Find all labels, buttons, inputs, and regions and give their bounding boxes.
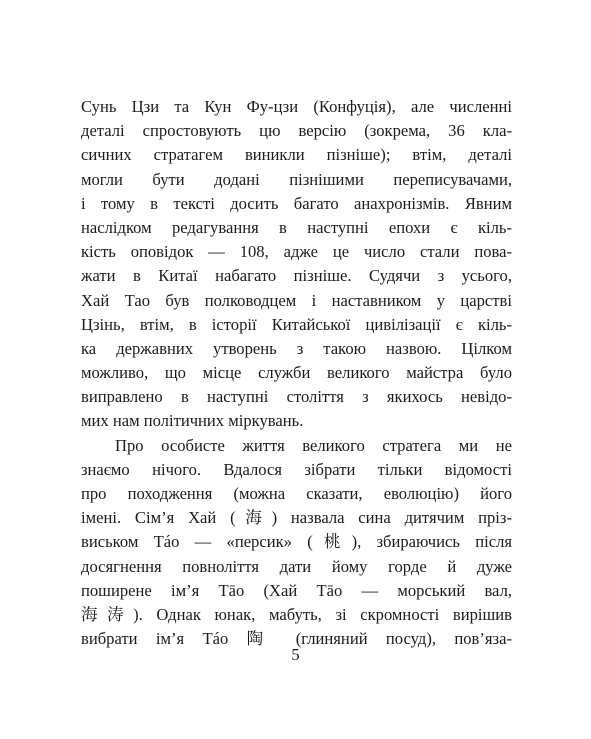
text-line: Хай Тао був полководцем і наставником у царстві [81, 290, 512, 310]
text-line: і тому в тексті досить багато анахронізмів. Явним [81, 193, 512, 213]
text-line: жати в Китаї набагато пізніше. Судячи з усього, [81, 266, 512, 286]
paragraph-2 [81, 434, 512, 652]
text-line: мих нам політичних міркувань. [81, 411, 304, 431]
page-number: 5 [291, 645, 300, 664]
text-line: досягнення повноліття дати йому горде й дуже [81, 556, 512, 576]
text-line: наслідком редагування в наступні епохи є кіль- [81, 217, 512, 237]
text-line: поширене ім’я Tāo (Хай Tāo — морський вал, [81, 580, 512, 600]
text-line: про походження (можна сказати, еволюцію) його [81, 484, 512, 503]
text-line: Сунь Цзи та Кун Фу-цзи (Конфуція), але численні [81, 97, 512, 116]
text-line: Цзінь, втім, в історії Китайської цивілізації є кіль- [81, 314, 512, 334]
text-line: ка державних утворень з такою назвою. Цілком [81, 338, 512, 358]
text-line: виправлено в наступні століття з якихось невідо- [81, 387, 512, 407]
text-line: 海涛). Однак юнак, мабуть, зі скромності вирішив [81, 604, 512, 624]
body-text [81, 95, 512, 651]
text-line: можливо, що місце служби великого майстра було [81, 363, 512, 383]
text-line: кість оповідок — 108, адже це число стали пова- [81, 242, 512, 262]
text-line: деталі спростовують цю версію (зокрема, 36 кла- [81, 121, 512, 141]
text-line: Про особисте життя великого стратега ми не [115, 435, 512, 455]
text-line: імені. Сім’я Хай (海) назвала сина дитячим пріз- [81, 508, 512, 528]
text-line: виськом Táo — «персик» (桃), збираючись після [81, 532, 512, 552]
text-line: могли бути додані пізнішими переписувачами, [81, 169, 512, 189]
paragraph-1 [81, 95, 512, 434]
text-line: знаємо нічого. Вдалося зібрати тільки відомості [81, 459, 512, 479]
text-line: сичних стратагем виникли пізніше); втім, деталі [81, 145, 512, 165]
text-line: вибрати ім’я Táo 陶 (глиняний посуд), пов’яза- [81, 629, 512, 649]
